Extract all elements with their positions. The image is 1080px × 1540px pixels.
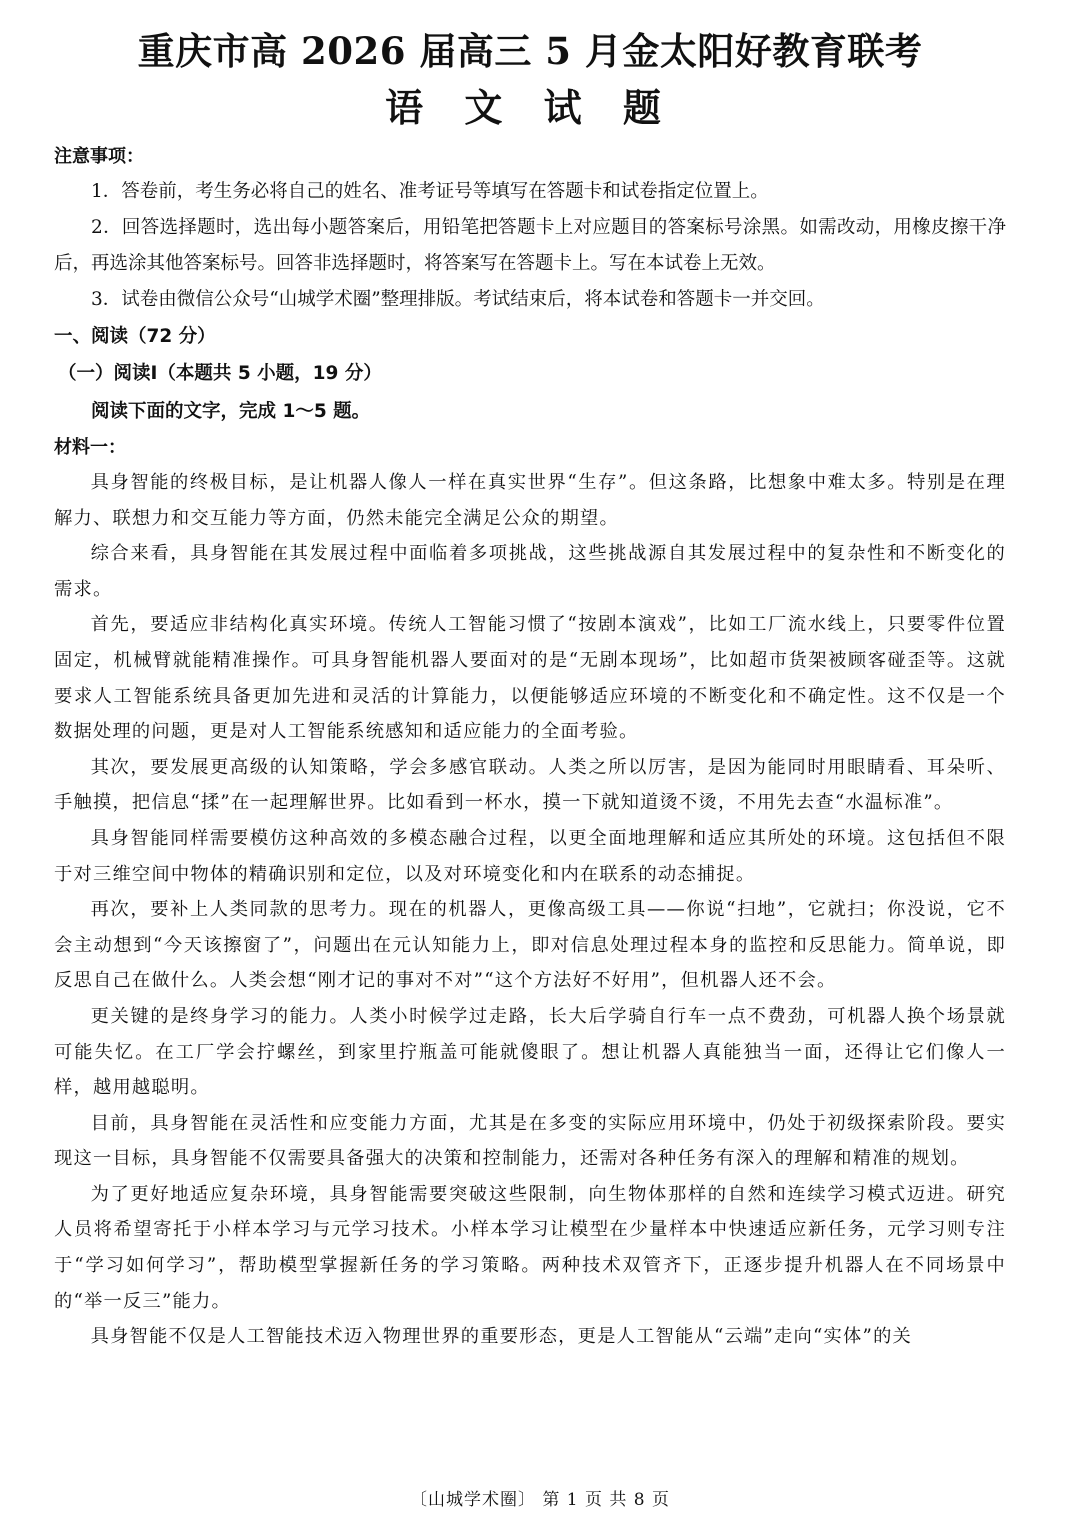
material-paragraph: 具身智能同样需要模仿这种高效的多模态融合过程，以更全面地理解和适应其所处的环境。这包括但不限于对三维空间中物体的精确识别和定位，以及对环境变化和内在联系的动态捕捉。 — [54, 827, 1006, 885]
subsection-heading: （一）阅读Ⅰ（本题共 5 小题，19 分） — [58, 363, 382, 384]
exam-title: 重庆市高 2026 届高三 5 月金太阳好教育联考 — [137, 29, 923, 73]
notice-block — [54, 140, 1006, 318]
material-paragraph: 为了更好地适应复杂环境，具身智能需要突破这些限制，向生物体那样的自然和连续学习模式迈进。研究人员将希望寄托于小样本学习与元学习技术。小样本学习让模型在少量样本中快速适应新任务，元学习则专注于“学习如何学习”，帮助模型掌握新任务的学习策略。两种技术双管齐下，正逐步提升机器人在不同场景中的“举一反三”能力。 — [54, 1183, 1006, 1312]
material-paragraph: 目前，具身智能在灵活性和应变能力方面，尤其是在多变的实际应用环境中，仍处于初级探索阶段。要实现这一目标，具身智能不仅需要具备强大的决策和控制能力，还需对各种任务有深入的理解和精准的规划。 — [54, 1112, 1006, 1170]
notice-heading: 注意事项： — [54, 146, 144, 167]
material-text — [54, 465, 1006, 1355]
material-paragraph: 首先，要适应非结构化真实环境。传统人工智能习惯了“按剧本演戏”，比如工厂流水线上，只要零件位置固定，机械臂就能精准操作。可具身智能机器人要面对的是“无剧本现场”，比如超市货架被顾客碰歪等。这就要求人工智能系统具备更加先进和灵活的计算能力，以便能够适应环境的不断变化和不确定性。这不仅是一个数据处理的问题，更是对人工智能系统感知和适应能力的全面考验。 — [54, 614, 1006, 743]
material-paragraph: 具身智能不仅是人工智能技术迈入物理世界的重要形态，更是人工智能从“云端”走向“实体”的关 — [90, 1326, 913, 1348]
material-paragraph: 其次，要发展更高级的认知策略，学会多感官联动。人类之所以厉害，是因为能同时用眼睛看、耳朵听、手触摸，把信息“揉”在一起理解世界。比如看到一杯水，摸一下就知道烫不烫，不用先去查“水温标准”。 — [54, 756, 1006, 814]
page-footer: 〔山城学术圈〕 第 1 页 共 8 页 — [409, 1490, 671, 1510]
notice-item: 1．答卷前，考生务必将自己的姓名、准考证号等填写在答题卡和试卷指定位置上。 — [91, 181, 769, 202]
notice-item: 2．回答选择题时，选出每小题答案后，用铅笔把答题卡上对应题目的答案标号涂黑。如需改动，用橡皮擦干净后，再选涂其他答案标号。回答非选择题时，将答案写在答题卡上。写在本试卷上无效。 — [54, 217, 1006, 274]
section-heading: 一、阅读（72 分） — [54, 326, 216, 347]
material-paragraph: 综合来看，具身智能在其发展过程中面临着多项挑战，这些挑战源自其发展过程中的复杂性和不断变化的需求。 — [54, 543, 1006, 600]
material-paragraph: 再次，要补上人类同款的思考力。现在的机器人，更像高级工具——你说“扫地”，它就扫；你没说，它不会主动想到“今天该擦窗了”，问题出在元认知能力上，即对信息处理过程本身的监控和反思能力。简单说，即反思自己在做什么。人类会想“刚才记的事对不对”“这个方法好不好用”，但机器人还不会。 — [54, 899, 1006, 992]
subject-title: 语 文 试 题 — [385, 85, 675, 130]
material-paragraph: 具身智能的终极目标，是让机器人像人一样在真实世界“生存”。但这条路，比想象中难太多。特别是在理解力、联想力和交互能力等方面，仍然未能完全满足公众的期望。 — [54, 472, 1006, 529]
material-label: 材料一： — [54, 437, 126, 458]
notice-item: 3．试卷由微信公众号“山城学术圈”整理排版。考试结束后，将本试卷和答题卡一并交回。 — [91, 289, 825, 310]
material-paragraph: 更关键的是终身学习的能力。人类小时候学过走路，长大后学骑自行车一点不费劲，可机器人换个场景就可能失忆。在工厂学会拧螺丝，到家里拧瓶盖可能就傻眼了。想让机器人真能独当一面，还得让它们像人一样，越用越聪明。 — [54, 1005, 1006, 1099]
reading-instruction: 阅读下面的文字，完成 1～5 题。 — [91, 401, 371, 422]
